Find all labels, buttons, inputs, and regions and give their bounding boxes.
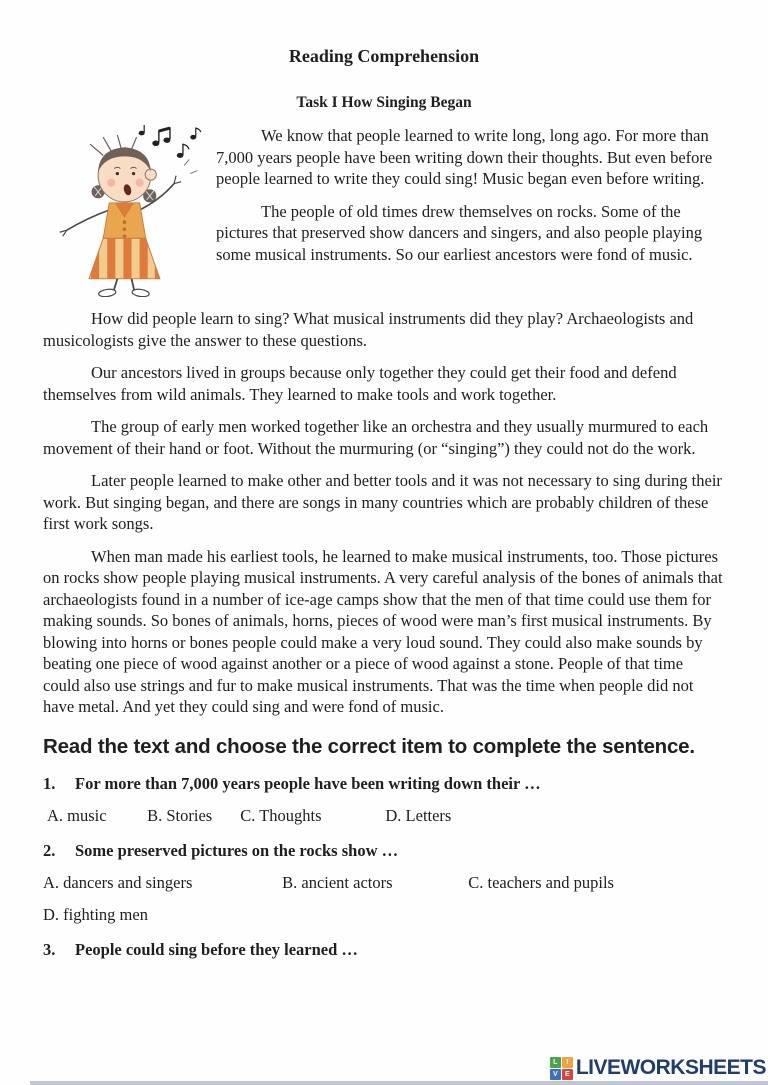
intro-paragraphs bbox=[216, 125, 724, 297]
liveworksheets-logo bbox=[550, 1056, 766, 1080]
passage-paragraph: When man made his earliest tools, he learned to make musical instruments, too. Those pictures on rocks show people playing musical instruments. A very careful analysis of the bones of animals that archaeologists found in a number of ice-age camps show that the men of that time could use them for making sounds. So bones of animals, horns, pieces of wood were man’s first musical instruments. By blowing into horns or bones people could make a very loud sound. They could also make sounds by beating one piece of wood against another or a piece of wood against a stone. People of that time could also use strings and fur to make musical instruments. That was the time when people did not have metal. And yet they could sing and were fond of music. bbox=[43, 546, 723, 716]
option-c[interactable]: C. Thoughts bbox=[240, 805, 322, 825]
task-title: Task I How Singing Began bbox=[296, 94, 472, 111]
passage-paragraph: How did people learn to sing? What musical instruments did they play? Archaeologists and musicologists give the answer to these questions. bbox=[43, 309, 694, 350]
option-d[interactable]: D. fighting men bbox=[43, 904, 148, 924]
question-1 bbox=[43, 774, 725, 794]
logo-square-l: L bbox=[550, 1057, 561, 1068]
page-title: Reading Comprehension bbox=[288, 46, 480, 66]
passage-body bbox=[43, 308, 723, 718]
passage-paragraph: We know that people learned to write long, long ago. For more than 7,000 years people have been writing down their thoughts. But even before people learned to write they could sing! Music began even before writing. bbox=[216, 126, 713, 188]
exercise-instruction: Read the text and choose the correct item to complete the sentence. bbox=[43, 734, 695, 758]
question-1-options bbox=[47, 806, 725, 826]
question-text: For more than 7,000 years people have been writing down their … bbox=[75, 773, 541, 793]
passage-paragraph: The people of old times drew themselves on rocks. Some of the pictures that preserved show dancers and singers, and also people playing some musical instruments. So our earliest ancestors were fond of music. bbox=[216, 201, 703, 264]
logo-square-v: V bbox=[550, 1069, 561, 1080]
question-2 bbox=[43, 841, 725, 861]
option-c[interactable]: C. teachers and pupils bbox=[468, 872, 614, 892]
singing-girl-svg bbox=[50, 125, 208, 297]
question-text: People could sing before they learned … bbox=[75, 939, 358, 959]
intro-section bbox=[0, 125, 768, 297]
passage-paragraph: Later people learned to make other and better tools and it was not necessary to sing during their work. But singing began, and there are songs in many countries which are probably children of these first work songs. bbox=[43, 471, 722, 533]
singing-girl-illustration bbox=[50, 125, 208, 297]
question-number: 3. bbox=[43, 939, 56, 959]
passage-paragraph: Our ancestors lived in groups because only together they could get their food and defend themselves from wild animals. They learned to make tools and work together. bbox=[43, 363, 677, 404]
question-text: Some preserved pictures on the rocks show … bbox=[75, 840, 399, 860]
question-3 bbox=[43, 940, 725, 960]
question-2-options-row1 bbox=[43, 873, 725, 893]
cutoff-strip bbox=[30, 1081, 768, 1085]
liveworksheets-logo-grid bbox=[550, 1057, 573, 1080]
question-2-options-row2 bbox=[43, 905, 725, 925]
option-a[interactable]: A. dancers and singers bbox=[43, 872, 193, 892]
logo-square-i: I bbox=[562, 1057, 573, 1068]
passage-paragraph: The group of early men worked together like an orchestra and they usually murmured to each movement of their hand or foot. Without the murmuring (or “singing”) they could not do the work. bbox=[43, 417, 709, 458]
option-a[interactable]: A. music bbox=[47, 805, 107, 825]
liveworksheets-wordmark: LIVEWORKSHEETS bbox=[575, 1056, 766, 1079]
option-b[interactable]: B. ancient actors bbox=[282, 872, 393, 892]
question-number: 1. bbox=[43, 773, 56, 793]
logo-square-e: E bbox=[562, 1069, 573, 1080]
option-b[interactable]: B. Stories bbox=[147, 805, 213, 825]
option-d[interactable]: D. Letters bbox=[385, 805, 452, 825]
question-number: 2. bbox=[43, 840, 56, 860]
